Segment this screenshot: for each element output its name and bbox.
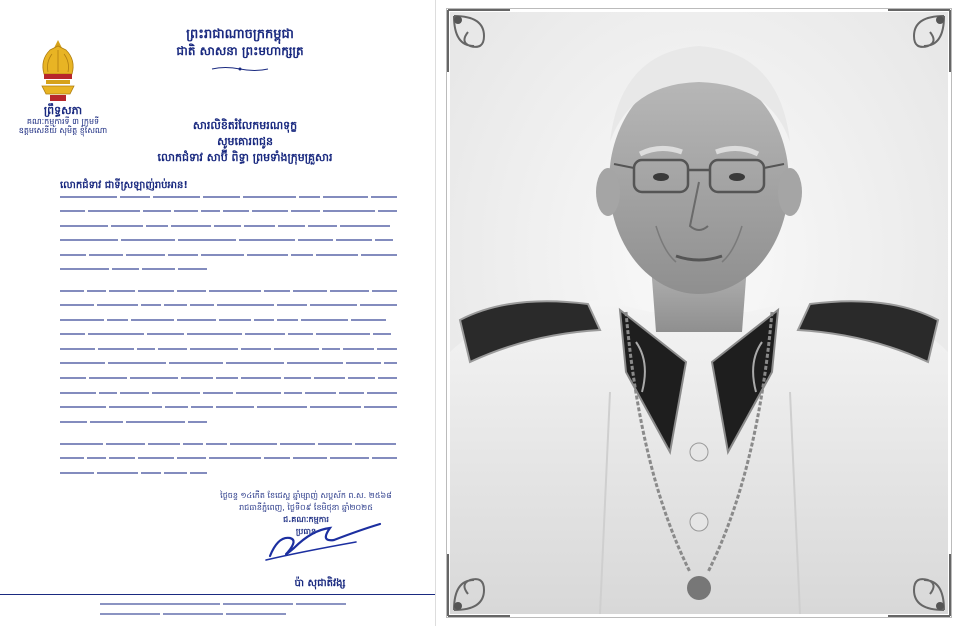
lunar-date: ថ្ងៃចន្ទ ១៤កើត ខែជេស្ឋ ឆ្នាំម្សាញ់ សប្តស័ក ព.ស. ២៥៦៨ — [220, 491, 392, 500]
text-line — [60, 234, 406, 249]
footer-address — [100, 599, 400, 619]
text-line — [60, 386, 406, 401]
text-line — [60, 248, 406, 263]
divider-ornament-icon — [210, 66, 270, 72]
text-line — [60, 219, 406, 234]
senate-crest-icon — [36, 38, 80, 104]
heading-respect: សូមគោរពជូន — [217, 135, 273, 148]
letter-footer — [0, 594, 436, 595]
text-line — [60, 437, 406, 452]
corner-ornament-icon — [444, 550, 514, 620]
salutation: លោកជំទាវ ជាទីស្រឡាញ់រាប់អាន! — [60, 180, 188, 191]
signer-name: ប៉ា សុជាតិវង្ស — [294, 578, 346, 589]
heading-title: សារលិខិតរំលែកមរណទុក្ខ — [192, 119, 298, 132]
text-line — [60, 205, 406, 220]
text-line — [60, 372, 406, 387]
text-line — [60, 313, 406, 328]
senate-subtitle-1: គណៈកម្មការទី ៣ ក្រុមទី — [26, 117, 100, 126]
signer-role: ប្រធាន — [295, 527, 317, 536]
body-paragraph-3 — [60, 437, 406, 481]
senate-name: ព្រឹទ្ធសភា — [43, 104, 83, 117]
portrait-photo — [450, 12, 948, 614]
heading-recipient: លោកជំទាវ សាប៊ី ពិទ្ធា ព្រមទាំងក្រុមគ្រួសារ — [157, 151, 333, 164]
kingdom-motto: ជាតិ សាសនា ព្រះមហាក្សត្រ — [176, 44, 304, 58]
text-line — [60, 328, 406, 343]
text-line — [60, 415, 406, 430]
memorial-portrait — [438, 0, 960, 626]
text-line — [60, 452, 406, 467]
condolence-letter — [0, 0, 436, 626]
letter-heading — [120, 118, 370, 166]
text-line — [60, 299, 406, 314]
kingdom-header — [150, 26, 330, 77]
signature-icon — [260, 518, 390, 568]
corner-ornament-icon — [444, 6, 514, 76]
corner-ornament-icon — [884, 6, 954, 76]
office-title: ជ.គណៈកម្មការ — [283, 515, 329, 524]
text-line — [60, 263, 406, 278]
senate-block — [8, 104, 118, 135]
corner-ornament-icon — [884, 550, 954, 620]
text-line — [60, 342, 406, 357]
body-paragraph-2 — [60, 284, 406, 430]
text-line — [60, 284, 406, 299]
body-paragraph-1 — [60, 190, 406, 278]
solar-date: រាជធានីភ្នំពេញ, ថ្ងៃទី០៩ ខែមិថុនា ឆ្នាំ២០២៥ — [239, 503, 373, 512]
text-line — [60, 190, 406, 205]
text-line — [60, 357, 406, 372]
kingdom-title: ព្រះរាជាណាចក្រកម្ពុជា — [186, 27, 294, 42]
senate-subtitle-2: ឧត្តមសេនីយ៍ សុមិត្ត ខ្ញុំសែណា — [18, 126, 108, 135]
text-line — [60, 466, 406, 481]
text-line — [60, 401, 406, 416]
